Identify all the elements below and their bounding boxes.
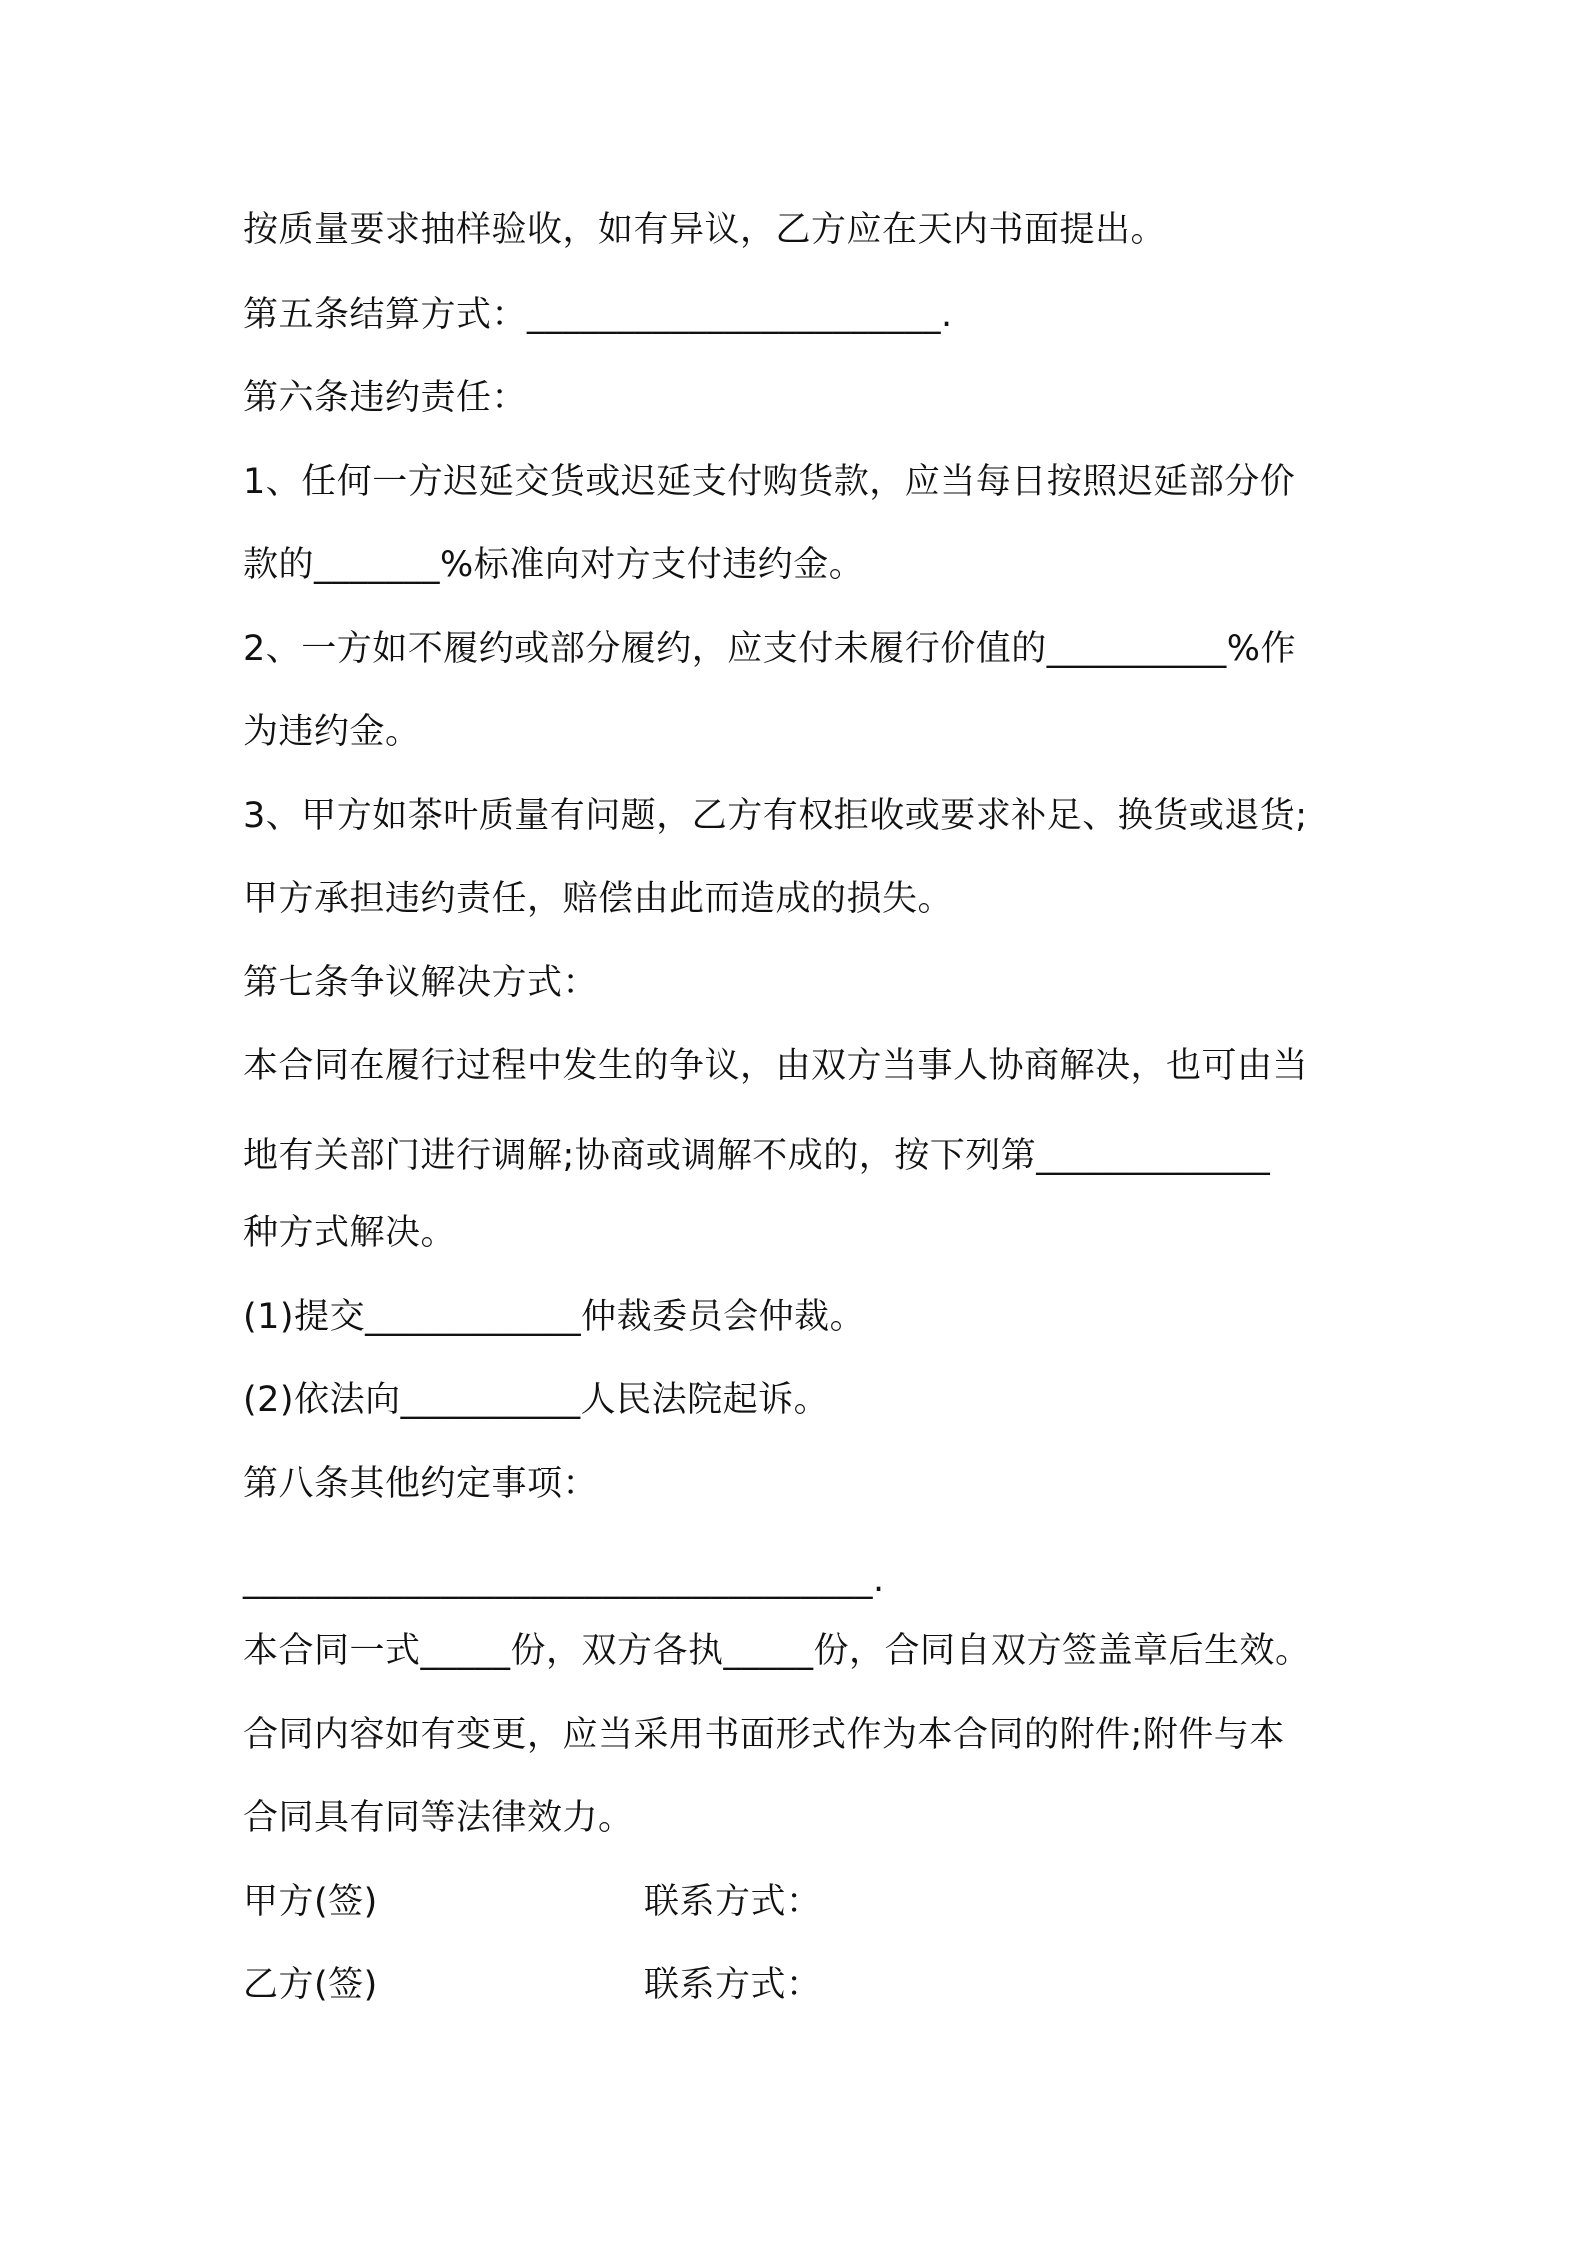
clause-6-heading: 第六条违约责任： bbox=[243, 378, 528, 418]
party-b-contact: 联系方式： bbox=[644, 1965, 822, 2005]
clause-6-item-1: 1、任何一方迟延交货或迟延支付购货款，应当每日按照迟延部分价 bbox=[243, 462, 1296, 502]
amendment-clause: 合同内容如有变更，应当采用书面形式作为本合同的附件;附件与本 bbox=[243, 1715, 1285, 1755]
clause-8-blank: ___________________________________. bbox=[243, 1560, 885, 1600]
party-a-contact: 联系方式： bbox=[644, 1882, 822, 1922]
clause-7-heading: 第七条争议解决方式： bbox=[243, 963, 599, 1003]
party-a-signature: 甲方(签) bbox=[243, 1882, 378, 1922]
clause-7-text: 本合同在履行过程中发生的争议，由双方当事人协商解决，也可由当 bbox=[243, 1046, 1309, 1086]
clause-6-item-2-cont: 为违约金。 bbox=[243, 712, 421, 752]
clause-8-heading: 第八条其他约定事项： bbox=[243, 1464, 599, 1504]
clause-7-option-2: (2)依法向__________人民法院起诉。 bbox=[243, 1380, 830, 1420]
clause-6-item-2: 2、一方如不履约或部分履约，应支付未履行价值的__________%作 bbox=[243, 629, 1297, 669]
party-b-signature: 乙方(签) bbox=[243, 1965, 378, 2005]
clause-5-settlement: 第五条结算方式：_______________________. bbox=[243, 295, 953, 335]
clause-6-item-3: 3、甲方如茶叶质量有问题，乙方有权拒收或要求补足、换货或退货; bbox=[243, 796, 1308, 836]
clause-6-item-3-cont: 甲方承担违约责任，赔偿由此而造成的损失。 bbox=[243, 879, 954, 919]
clause-7-option-1: (1)提交____________仲裁委员会仲裁。 bbox=[243, 1297, 866, 1337]
clause-7-text-cont: 地有关部门进行调解;协商或调解不成的，按下列第_____________ bbox=[243, 1136, 1271, 1176]
copies-clause: 本合同一式_____份，双方各执_____份，合同自双方签盖章后生效。 bbox=[243, 1631, 1311, 1671]
text-line-1: 按质量要求抽样验收，如有异议，乙方应在天内书面提出。 bbox=[243, 210, 1167, 250]
amendment-clause-cont: 合同具有同等法律效力。 bbox=[243, 1798, 634, 1838]
clause-6-item-1-cont: 款的_______%标准向对方支付违约金。 bbox=[243, 545, 865, 585]
clause-7-text-cont-2: 种方式解决。 bbox=[243, 1213, 457, 1253]
